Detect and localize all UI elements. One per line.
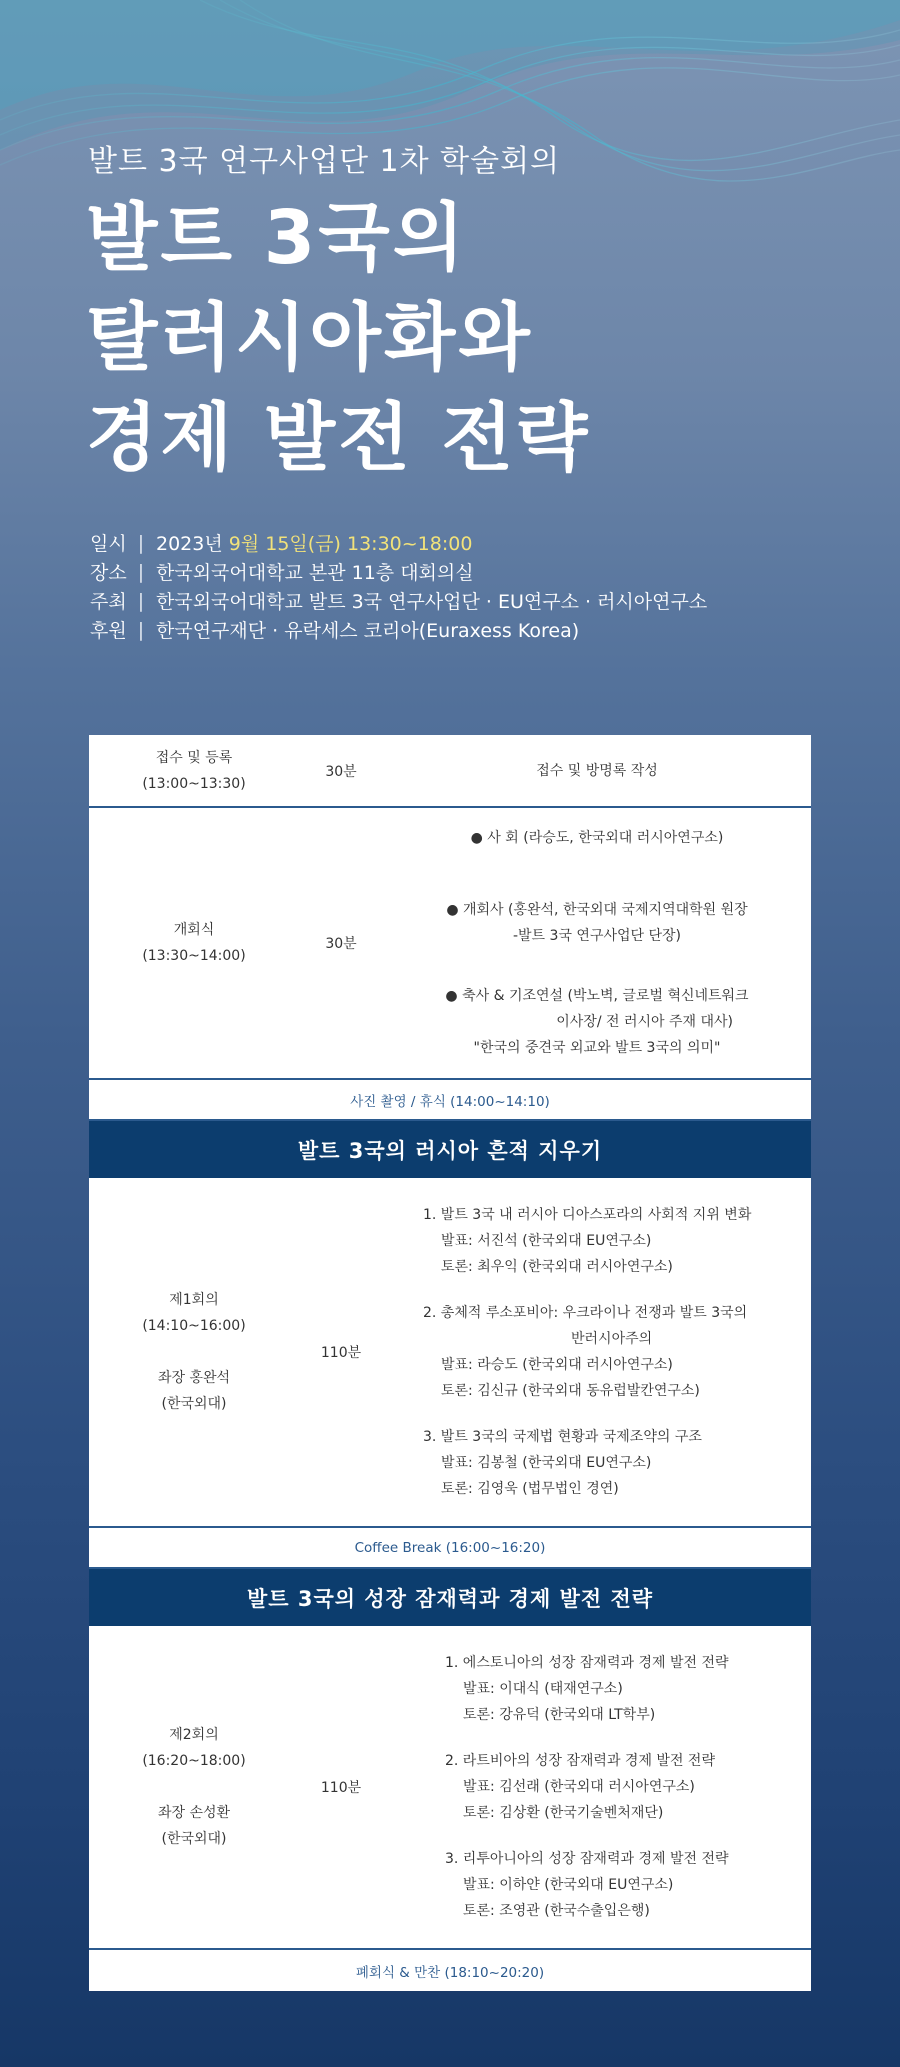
paper-title: 2. 라트비아의 성장 잠재력과 경제 발전 전략 (445, 1753, 715, 1769)
info-date-value (156, 529, 472, 556)
info-host-row (90, 586, 707, 615)
date-day: 15일 (265, 533, 308, 555)
session-name: 제1회의 (169, 1292, 219, 1308)
date-year: 2023년 (156, 533, 229, 555)
info-date-row (90, 528, 707, 557)
program-item-cont: -발트 3국 연구사업단 단장) (512, 928, 681, 944)
info-venue-value: 한국외국어대학교 본관 11층 대회의실 (156, 562, 474, 584)
schedule-row-opening (89, 808, 811, 1080)
paper-title: 3. 발트 3국의 국제법 현황과 국제조약의 구조 (423, 1429, 702, 1445)
session-chair-affil: (한국외대) (161, 1831, 227, 1847)
session-duration: 110분 (320, 1345, 362, 1361)
program-item: ● 사 회 (라승도, 한국외대 러시아연구소) (470, 830, 724, 846)
discussant: 토론: 김영욱 (법무법인 경연) (441, 1481, 619, 1497)
info-sponsor-row (90, 615, 707, 644)
info-label: 일시 (90, 533, 127, 555)
info-label: 장소 (90, 562, 127, 584)
date-time: 13:30~18:00 (340, 533, 473, 555)
session-description: 접수 및 방명록 작성 (536, 762, 658, 779)
info-label: 주최 (90, 591, 127, 613)
discussant: 토론: 김상환 (한국기술벤처재단) (463, 1805, 664, 1821)
session-banner: 발트 3국의 러시아 흔적 지우기 (89, 1121, 811, 1178)
session-program (383, 1650, 811, 1924)
presenter: 발표: 김봉철 (한국외대 EU연구소) (441, 1455, 652, 1471)
paper-title: 2. 총체적 루소포비아: 우크라이나 전쟁과 발트 3국의 (423, 1305, 748, 1321)
presenter: 발표: 서진석 (한국외대 EU연구소) (441, 1233, 652, 1249)
date-month: 9월 (228, 533, 266, 555)
paper-title: 1. 발트 3국 내 러시아 디아스포라의 사회적 지위 변화 (423, 1207, 752, 1223)
session-chair: 좌장 손성환 (157, 1805, 231, 1821)
session-program (383, 1202, 811, 1502)
schedule-row-session2 (89, 1626, 811, 1950)
break-row: Coffee Break (16:00~16:20) (89, 1528, 811, 1569)
session-chair-affil: (한국외대) (161, 1396, 227, 1412)
conference-subtitle: 발트 3국 연구사업단 1차 학술회의 (88, 144, 561, 179)
session-time: (14:10~16:00) (142, 1318, 246, 1334)
info-venue-row (90, 557, 707, 586)
session-time: (13:00~13:30) (142, 775, 246, 792)
info-separator: | (137, 589, 145, 612)
discussant: 토론: 최우익 (한국외대 러시아연구소) (441, 1259, 673, 1275)
info-separator: | (137, 618, 145, 641)
paper-title-cont: 반러시아주의 (571, 1331, 653, 1347)
session-banner: 발트 3국의 성장 잠재력과 경제 발전 전략 (89, 1569, 811, 1626)
session-name-cell (89, 745, 299, 797)
info-label: 후원 (90, 620, 127, 642)
session-program (383, 825, 811, 1061)
title-line: 발트 3국의 (86, 195, 468, 281)
break-row: 사진 촬영 / 휴식 (14:00~14:10) (89, 1080, 811, 1121)
session-name: 개회식 (173, 922, 215, 938)
info-sponsor-value: 한국연구재단 · 유락세스 코리아(Euraxess Korea) (156, 620, 580, 642)
schedule-row-session1 (89, 1178, 811, 1528)
session-chair: 좌장 홍완석 (157, 1370, 231, 1386)
event-info (90, 528, 707, 644)
program-item: ● 축사 & 기조연설 (박노벽, 글로벌 혁신네트워크 (445, 988, 749, 1004)
presenter: 발표: 라승도 (한국외대 러시아연구소) (441, 1357, 673, 1373)
title-line: 경제 발전 전략 (86, 395, 591, 481)
presenter: 발표: 이하얀 (한국외대 EU연구소) (463, 1877, 674, 1893)
info-separator: | (137, 560, 145, 583)
discussant: 토론: 김신규 (한국외대 동유럽발칸연구소) (441, 1383, 700, 1399)
info-host-value: 한국외국어대학교 발트 3국 연구사업단 · EU연구소 · 러시아연구소 (156, 591, 708, 613)
info-separator: | (137, 531, 145, 554)
session-name: 접수 및 등록 (155, 749, 233, 766)
conference-title (86, 188, 590, 488)
paper-title: 3. 리투아니아의 성장 잠재력과 경제 발전 전략 (445, 1851, 729, 1867)
schedule-row-registration (89, 735, 811, 808)
discussant: 토론: 강유덕 (한국외대 LT학부) (463, 1707, 656, 1723)
session-duration: 110분 (320, 1780, 362, 1796)
session-duration: 30분 (325, 763, 357, 780)
date-weekday: (금) (307, 533, 341, 555)
session-duration: 30분 (325, 936, 357, 952)
title-line: 탈러시아화와 (86, 295, 533, 381)
keynote-title: "한국의 중견국 외교와 발트 3국의 의미" (473, 1040, 721, 1056)
paper-title: 1. 에스토니아의 성장 잠재력과 경제 발전 전략 (445, 1655, 729, 1671)
presenter: 발표: 이대식 (태재연구소) (463, 1681, 623, 1697)
session-name: 제2회의 (169, 1727, 219, 1743)
program-item-cont: 이사장/ 전 러시아 주재 대사) (556, 1014, 733, 1030)
session-time: (13:30~14:00) (142, 948, 246, 964)
session-time: (16:20~18:00) (142, 1753, 246, 1769)
session-name-cell (89, 1722, 299, 1852)
presenter: 발표: 김선래 (한국외대 러시아연구소) (463, 1779, 695, 1795)
session-name-cell (89, 1287, 299, 1417)
schedule-table (89, 735, 811, 1991)
closing-row: 폐회식 & 만찬 (18:10~20:20) (89, 1950, 811, 1991)
program-item: ● 개회사 (홍완석, 한국외대 국제지역대학원 원장 (446, 902, 748, 918)
discussant: 토론: 조영관 (한국수출입은행) (463, 1903, 650, 1919)
session-name-cell (89, 917, 299, 969)
